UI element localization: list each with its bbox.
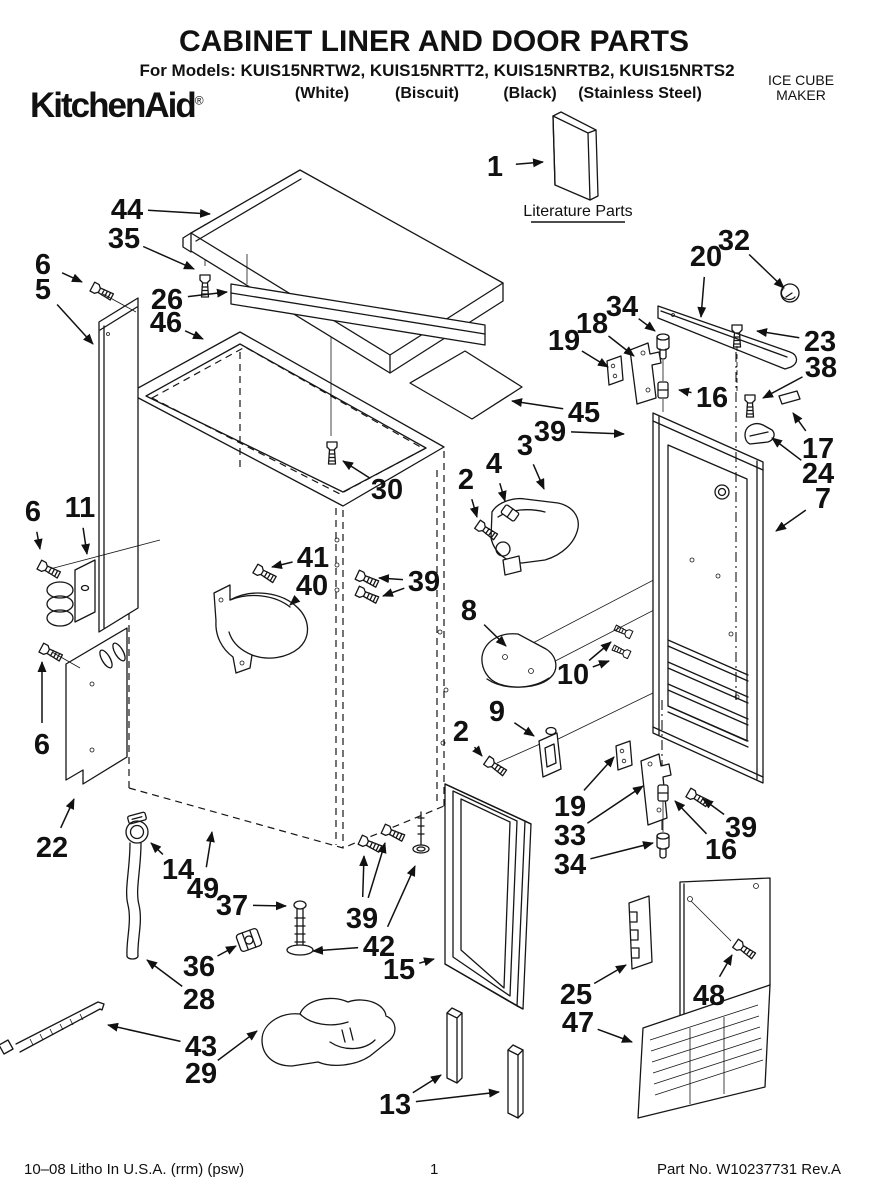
- models-line: For Models: KUIS15NRTW2, KUIS15NRTT2, KUIS15NRTB2, KUIS15NRTS2: [139, 61, 735, 80]
- callout-arrow: [419, 959, 434, 963]
- callout-arrow: [675, 801, 707, 834]
- callout-arrow: [206, 832, 212, 867]
- callout-arrow: [594, 965, 626, 984]
- callout-arrow: [37, 532, 40, 549]
- callout-arrow: [772, 438, 801, 460]
- part-callout-18: 18: [575, 308, 609, 340]
- side-panel: [90, 282, 138, 632]
- product-line1: ICE CUBE: [767, 72, 835, 88]
- part-callout-49: 49: [186, 873, 220, 905]
- hole-plug: [779, 391, 800, 404]
- callout-arrow: [639, 319, 655, 331]
- callout-arrow: [749, 255, 784, 289]
- callout-arrow: [587, 786, 643, 823]
- part-callout-4: 4: [485, 448, 503, 480]
- part-callout-36: 36: [182, 951, 216, 983]
- part-callout-46: 46: [149, 307, 183, 339]
- top-hinge-assembly: [475, 499, 579, 575]
- shim-plate-bottom: [616, 741, 632, 770]
- slotted-bracket: [629, 896, 652, 969]
- callout-arrow: [533, 464, 544, 489]
- footer-part-number: Part No. W10237731 Rev.A: [657, 1161, 841, 1178]
- callout-arrow: [379, 578, 403, 580]
- callout-arrow: [571, 432, 624, 434]
- callout-arrow: [416, 1092, 499, 1102]
- part-callout-3: 3: [516, 430, 534, 462]
- insulation-sheet: [410, 351, 522, 419]
- callout-arrow: [147, 960, 182, 986]
- access-panel: [39, 628, 127, 784]
- callout-arrow: [253, 905, 286, 906]
- callout-arrow: [343, 461, 369, 478]
- part-callout-2: 2: [452, 716, 470, 748]
- callout-arrow: [188, 292, 227, 297]
- callout-arrow: [757, 331, 799, 338]
- part-callout-39: 39: [407, 566, 441, 598]
- top-panel: [191, 170, 503, 373]
- part-callout-20: 20: [689, 241, 723, 273]
- handle-end-cap: [482, 634, 556, 687]
- part-callout-19: 19: [553, 791, 587, 823]
- part-callout-30: 30: [370, 474, 404, 506]
- finish-black: (Black): [503, 85, 557, 102]
- part-callout-19: 19: [547, 325, 581, 357]
- part-callout-25: 25: [559, 979, 593, 1011]
- callout-arrow: [609, 336, 635, 356]
- part-callout-7: 7: [814, 483, 832, 515]
- callout-arrow: [413, 1075, 441, 1093]
- finish-biscuit: (Biscuit): [395, 85, 459, 102]
- shim-plate-top: [607, 356, 623, 385]
- part-callout-10: 10: [556, 659, 590, 691]
- part-callout-15: 15: [382, 954, 416, 986]
- part-callout-14: 14: [161, 854, 195, 886]
- callout-arrow: [500, 483, 505, 501]
- callout-arrow: [516, 162, 543, 164]
- callout-arrow: [793, 413, 806, 431]
- footer-page-number: 1: [430, 1161, 439, 1178]
- part-callout-17: 17: [801, 433, 835, 465]
- registered-mark: ®: [194, 93, 204, 108]
- part-callout-39: 39: [724, 812, 758, 844]
- part-callout-23: 23: [803, 326, 837, 358]
- callout-arrow: [383, 588, 404, 596]
- page-title: CABINET LINER AND DOOR PARTS: [179, 25, 689, 58]
- part-callout-29: 29: [184, 1058, 218, 1090]
- callout-arrow: [593, 661, 609, 667]
- part-callout-5: 5: [34, 274, 52, 306]
- part-callout-35: 35: [107, 223, 141, 255]
- callout-arrow: [512, 401, 563, 409]
- hinge-bracket-top: [630, 343, 661, 404]
- callout-arrow: [62, 273, 82, 282]
- part-callout-42: 42: [362, 931, 396, 963]
- part-callout-39: 39: [345, 903, 379, 935]
- callout-arrow: [151, 843, 163, 854]
- callout-arrow: [57, 305, 93, 345]
- part-callout-40: 40: [295, 570, 329, 602]
- leveling-leg: [287, 901, 313, 955]
- part-callout-11: 11: [64, 492, 96, 524]
- part-callout-41: 41: [296, 542, 330, 574]
- cable-tie: [0, 1002, 104, 1054]
- part-callout-37: 37: [215, 890, 249, 922]
- callout-arrow: [218, 1031, 257, 1060]
- callout-arrow: [83, 528, 87, 554]
- finish-stainless: (Stainless Steel): [578, 85, 702, 102]
- callout-arrow: [388, 866, 415, 927]
- product-line2: MAKER: [776, 87, 826, 103]
- trim-strip-right: [508, 1045, 523, 1118]
- part-callout-6: 6: [24, 496, 42, 528]
- part-callout-34: 34: [553, 849, 587, 881]
- callout-arrow: [272, 562, 293, 567]
- part-callout-16: 16: [704, 834, 738, 866]
- finish-white: (White): [294, 85, 350, 102]
- part-callout-13: 13: [378, 1089, 412, 1121]
- part-callout-28: 28: [182, 984, 216, 1016]
- part-callout-34: 34: [605, 291, 639, 323]
- callout-arrow: [776, 510, 806, 531]
- top-panel-assembly: [183, 170, 503, 464]
- callout-arrow: [590, 843, 653, 859]
- part-callout-24: 24: [801, 458, 835, 490]
- literature-parts-label: Literature Parts: [523, 203, 633, 220]
- part-callout-47: 47: [561, 1007, 595, 1039]
- callout-arrow: [472, 499, 477, 517]
- part-callout-48: 48: [692, 980, 726, 1012]
- door-latch: [539, 733, 561, 777]
- part-callout-6: 6: [33, 729, 51, 761]
- part-callout-43: 43: [184, 1031, 218, 1063]
- callout-arrow: [582, 351, 608, 367]
- part-callout-9: 9: [488, 696, 506, 728]
- callout-arrow: [584, 757, 614, 790]
- callout-arrow: [185, 331, 203, 339]
- breaker-strip: [658, 306, 797, 369]
- callout-arrow: [701, 277, 704, 317]
- literature-booklet: [553, 112, 598, 200]
- callout-arrow: [589, 642, 611, 661]
- part-callout-44: 44: [110, 194, 144, 226]
- part-callout-16: 16: [695, 382, 729, 414]
- part-callout-38: 38: [804, 352, 838, 384]
- part-callout-2: 2: [457, 464, 475, 496]
- part-callout-39: 39: [533, 416, 567, 448]
- callout-arrow: [598, 1029, 632, 1042]
- part-callout-22: 22: [35, 832, 69, 864]
- brand-text: KitchenAid: [30, 86, 195, 125]
- trim-strip-left: [447, 1008, 462, 1083]
- hose-clamp: [126, 812, 148, 843]
- callout-arrow: [313, 948, 358, 951]
- leveling-nut: [236, 928, 263, 952]
- callout-arrow: [363, 856, 364, 897]
- part-callout-45: 45: [567, 397, 601, 429]
- callout-arrow: [108, 1025, 181, 1041]
- callout-arrow: [475, 747, 483, 756]
- callout-arrow: [61, 799, 74, 828]
- part-callout-26: 26: [150, 284, 184, 316]
- callout-arrow: [679, 390, 692, 393]
- callout-arrow: [218, 946, 237, 956]
- part-callout-1: 1: [486, 151, 504, 183]
- drain-tube: [127, 843, 141, 959]
- part-callout-6: 6: [34, 249, 52, 281]
- part-callout-33: 33: [553, 820, 587, 852]
- footer-print-info: 10–08 Litho In U.S.A. (rrm) (psw): [24, 1161, 245, 1178]
- callout-arrow: [514, 723, 534, 736]
- base-grille: [262, 998, 395, 1066]
- part-callout-8: 8: [460, 595, 478, 627]
- callout-arrow: [148, 210, 210, 214]
- part-callout-32: 32: [717, 225, 751, 257]
